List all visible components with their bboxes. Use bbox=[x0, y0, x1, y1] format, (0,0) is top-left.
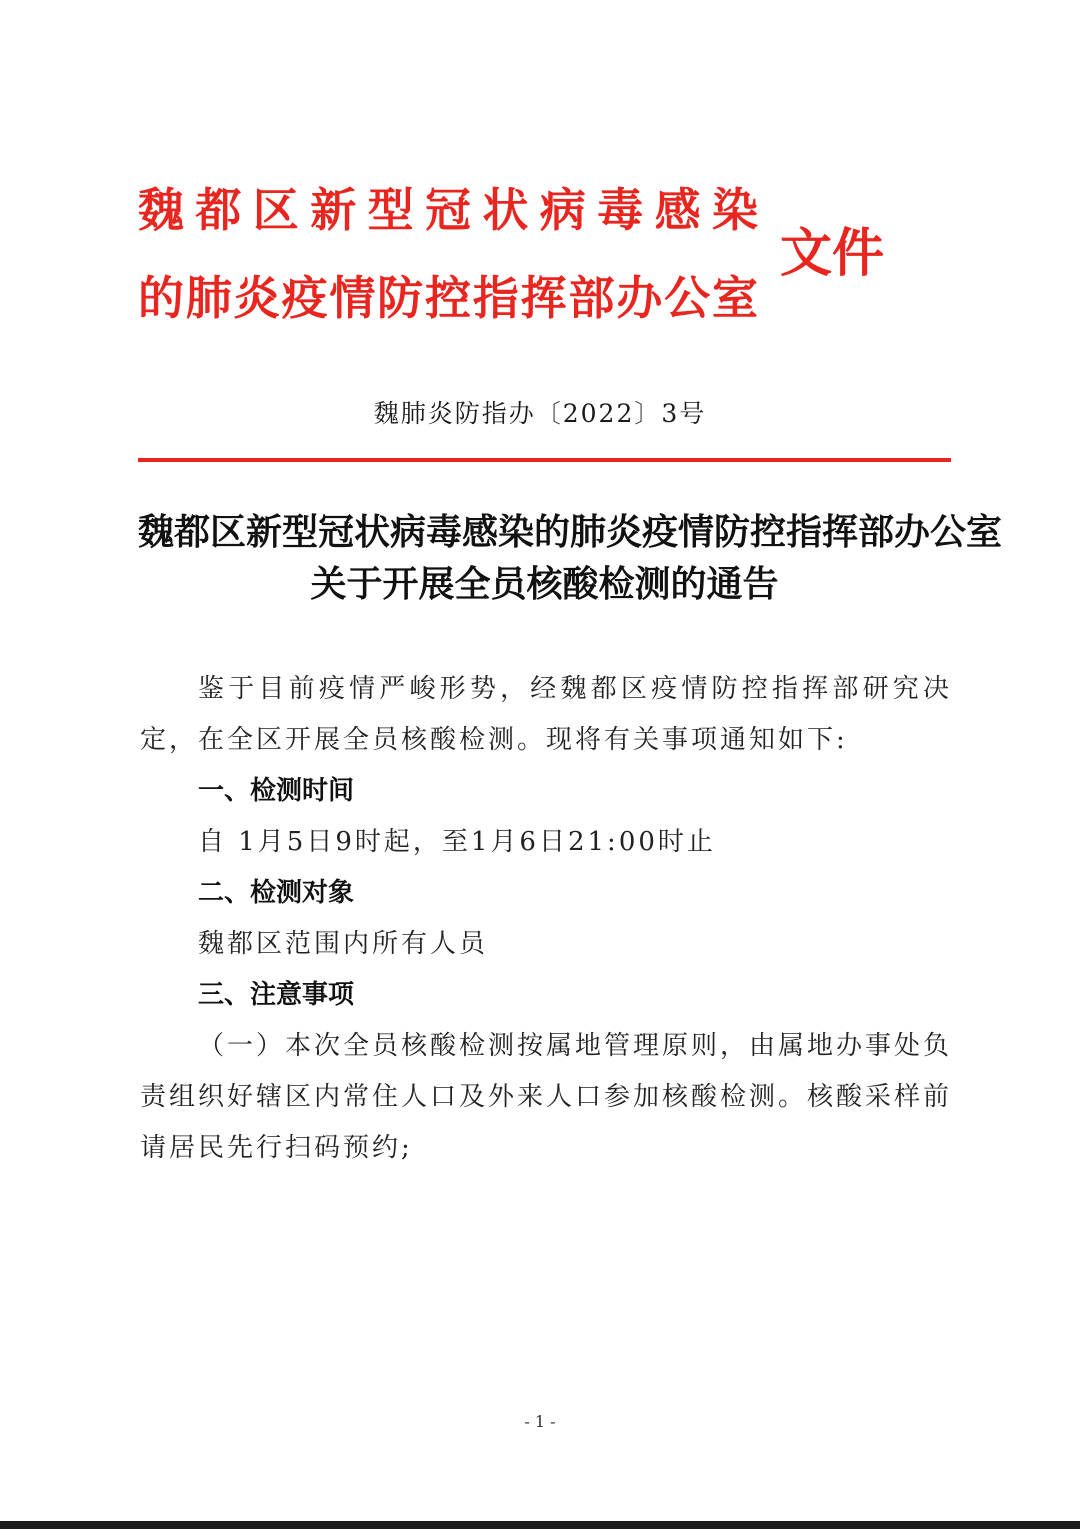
letterhead-suffix: 文件 bbox=[780, 223, 885, 284]
document-title-line-2: 关于开展全员核酸检测的通告 bbox=[310, 563, 779, 605]
red-letterhead bbox=[138, 178, 898, 328]
section-heading-notes: 三、注意事项 bbox=[198, 980, 355, 1010]
section-text-time: 自 1月5日9时起，至1月6日21:00时止 bbox=[198, 827, 716, 857]
section-heading-time: 一、检测时间 bbox=[198, 776, 355, 806]
red-divider-line bbox=[138, 458, 951, 462]
document-number: 魏肺炎防指办〔2022〕3号 bbox=[373, 399, 707, 428]
notes-item-1: （一）本次全员核酸检测按属地管理原则，由属地办事处负责组织好辖区内常住人口及外来人口参加核酸检测。核酸采样前请居民先行扫码预约; bbox=[140, 1031, 953, 1163]
document-title-line-1: 魏都区新型冠状病毒感染的肺炎疫情防控指挥部办公室 bbox=[138, 511, 1003, 553]
letterhead-line-2: 的肺炎疫情防控指挥部办公室 bbox=[138, 271, 758, 325]
section-heading-target: 二、检测对象 bbox=[198, 878, 355, 908]
letterhead-line-1: 魏都区新型冠状病毒感染 bbox=[138, 183, 758, 237]
bottom-edge-bar bbox=[0, 1521, 1080, 1529]
intro-paragraph: 鉴于目前疫情严峻形势，经魏都区疫情防控指挥部研究决定，在全区开展全员核酸检测。现将有关事项通知如下: bbox=[140, 674, 952, 755]
section-text-target: 魏都区范围内所有人员 bbox=[198, 929, 489, 959]
document-body bbox=[140, 664, 952, 1174]
page-number: - 1 - bbox=[524, 1412, 556, 1431]
